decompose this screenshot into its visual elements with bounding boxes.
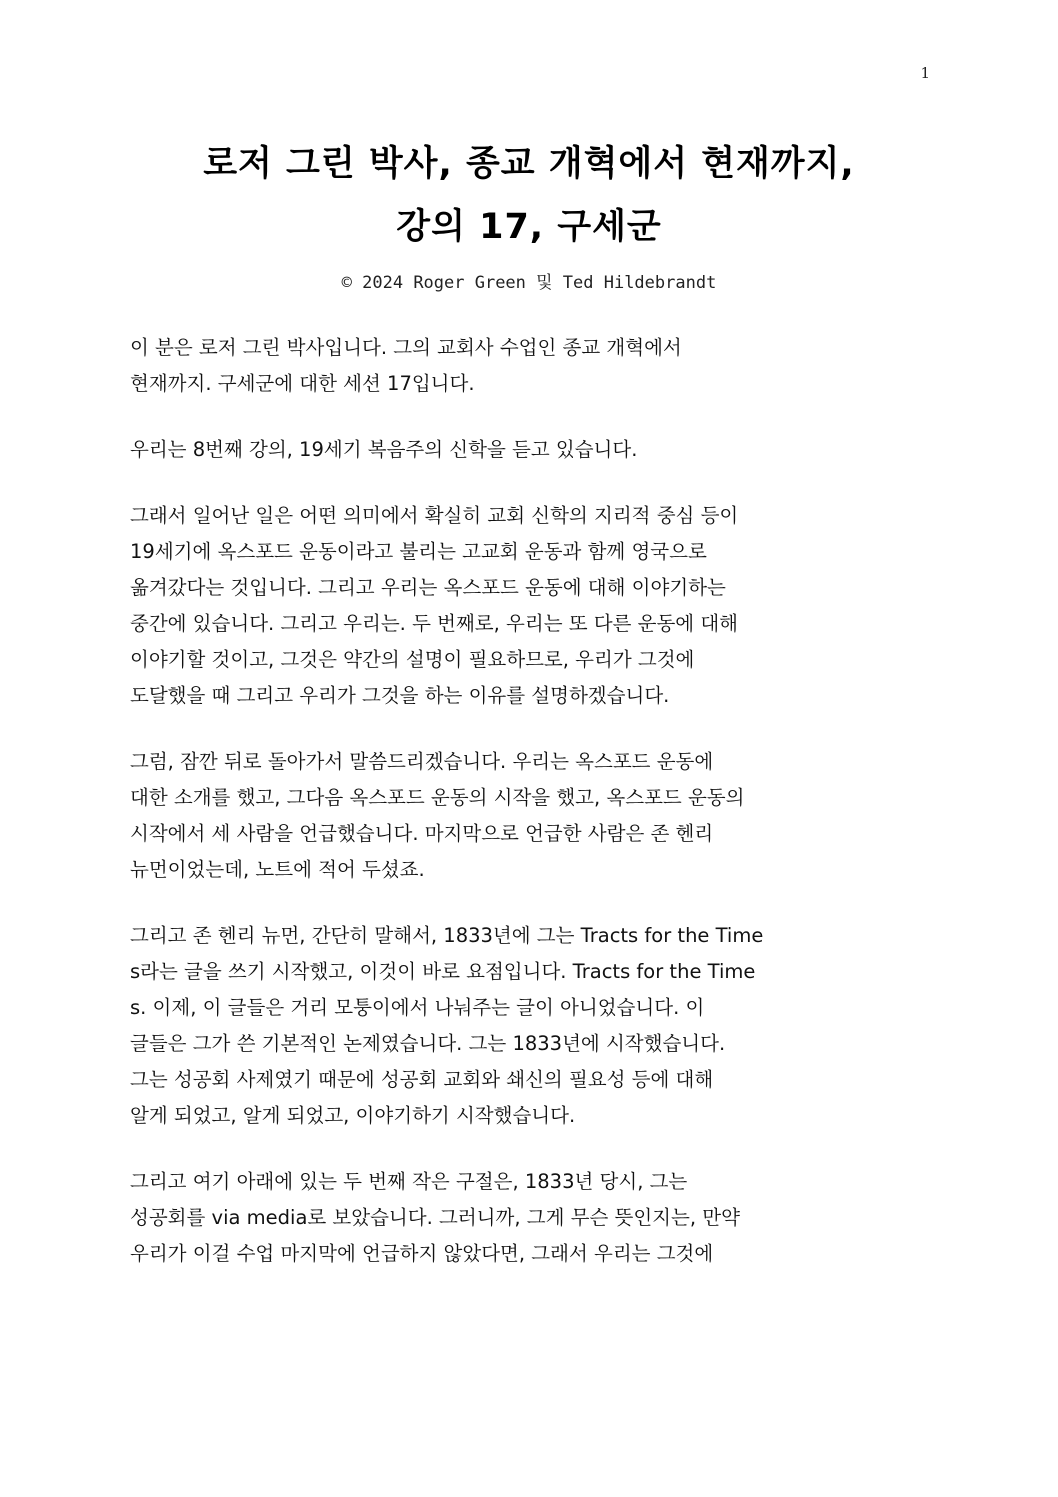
document-title-line-2: 강의 17, 구세군 <box>396 207 662 247</box>
text-line: 그래서 일어난 일은 어떤 의미에서 확실히 교회 신학의 지리적 중심 등이 <box>130 504 739 527</box>
text-line: 우리는 8번째 강의, 19세기 복음주의 신학을 듣고 있습니다. <box>130 438 638 461</box>
text-line: 이 분은 로저 그린 박사입니다. 그의 교회사 수업인 종교 개혁에서 <box>130 336 682 359</box>
text-line: 중간에 있습니다. 그리고 우리는. 두 번째로, 우리는 또 다른 운동에 대해 <box>130 612 739 635</box>
text-line: 우리가 이걸 수업 마지막에 언급하지 않았다면, 그래서 우리는 그것에 <box>130 1242 714 1265</box>
text-line: 옮겨갔다는 것입니다. 그리고 우리는 옥스포드 운동에 대해 이야기하는 <box>130 576 726 599</box>
paragraph <box>130 498 930 714</box>
text-line: 성공회를 via media로 보았습니다. 그러니까, 그게 무슨 뜻인지는, 만약 <box>130 1206 740 1229</box>
paragraph <box>130 432 930 468</box>
text-line: 대한 소개를 했고, 그다음 옥스포드 운동의 시작을 했고, 옥스포드 운동의 <box>130 786 745 809</box>
paragraph <box>130 744 930 888</box>
text-line: 그는 성공회 사제였기 때문에 성공회 교회와 쇄신의 필요성 등에 대해 <box>130 1068 714 1091</box>
text-line: 19세기에 옥스포드 운동이라고 불리는 고교회 운동과 함께 영국으로 <box>130 540 707 563</box>
document-body <box>130 330 930 1302</box>
text-line: 시작에서 세 사람을 언급했습니다. 마지막으로 언급한 사람은 존 헨리 <box>130 822 714 845</box>
text-line: 뉴먼이었는데, 노트에 적어 두셨죠. <box>130 858 425 881</box>
text-line: 현재까지. 구세군에 대한 세션 17입니다. <box>130 372 475 395</box>
document-title-line-1: 로저 그린 박사, 종교 개혁에서 현재까지, <box>203 144 855 184</box>
page-number: 1 <box>920 64 930 82</box>
paragraph <box>130 330 930 402</box>
text-line: s라는 글을 쓰기 시작했고, 이것이 바로 요점입니다. Tracts for the Time <box>130 960 756 983</box>
text-line: 글들은 그가 쓴 기본적인 논제였습니다. 그는 1833년에 시작했습니다. <box>130 1032 726 1055</box>
text-line: 그럼, 잠깐 뒤로 돌아가서 말씀드리겠습니다. 우리는 옥스포드 운동에 <box>130 750 714 773</box>
text-line: s. 이제, 이 글들은 거리 모퉁이에서 나눠주는 글이 아니었습니다. 이 <box>130 996 705 1019</box>
paragraph <box>130 1164 930 1272</box>
text-line: 그리고 여기 아래에 있는 두 번째 작은 구절은, 1833년 당시, 그는 <box>130 1170 688 1193</box>
text-line: 알게 되었고, 알게 되었고, 이야기하기 시작했습니다. <box>130 1104 576 1127</box>
text-line: 도달했을 때 그리고 우리가 그것을 하는 이유를 설명하겠습니다. <box>130 684 670 707</box>
text-line: 이야기할 것이고, 그것은 약간의 설명이 필요하므로, 우리가 그것에 <box>130 648 695 671</box>
paragraph <box>130 918 930 1134</box>
copyright-notice: © 2024 Roger Green 및 Ted Hildebrandt <box>341 273 717 293</box>
text-line: 그리고 존 헨리 뉴먼, 간단히 말해서, 1833년에 그는 Tracts for the Time <box>130 924 764 947</box>
